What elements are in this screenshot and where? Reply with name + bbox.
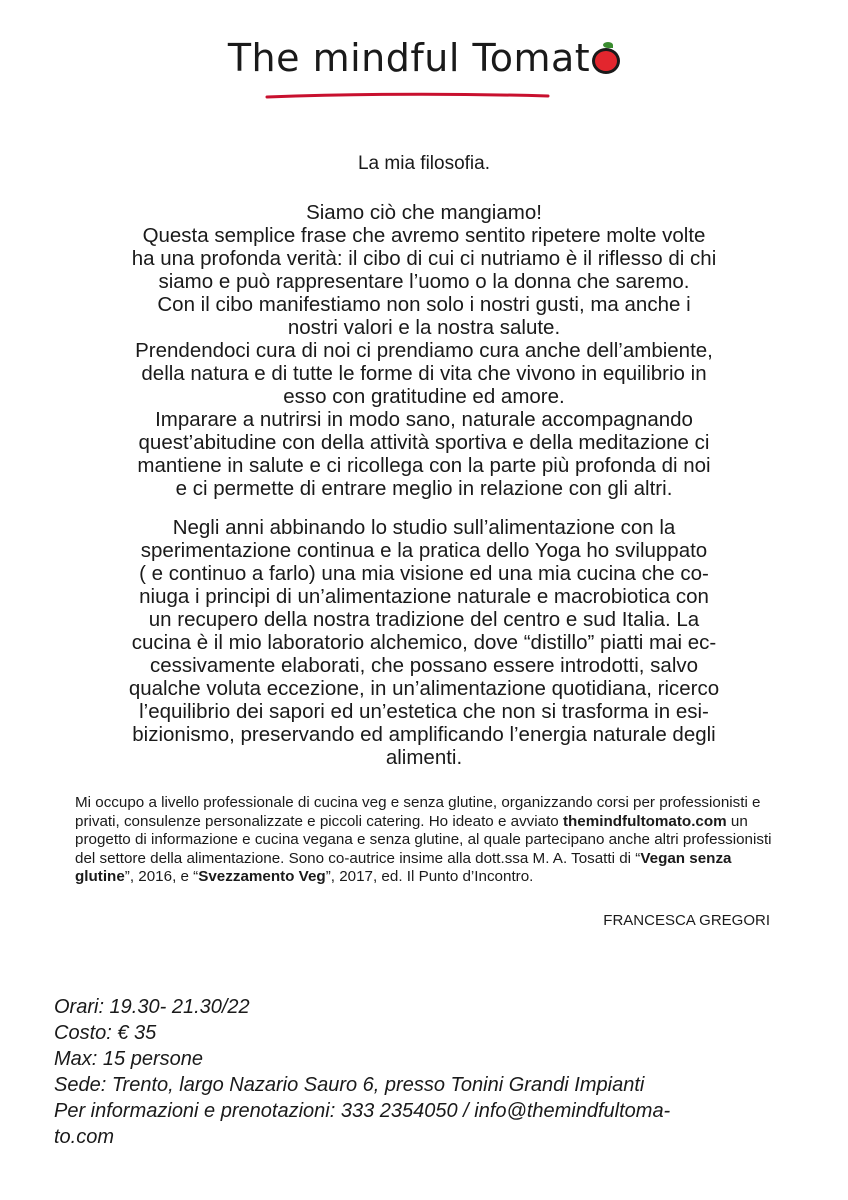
author-bio: Mi occupo a livello professionale di cucina veg e senza glutine, organizzando corsi per professionisti e privati, consulenze personalizzate e piccoli catering. Ho ideato e avviato themindfultomato.com un progetto di informazione e cucina vegana e senza glutine, al quale partecipano anche altri professionisti del settore della alimentazione. Sono co-autrice insime alla dott.ssa M. A. Tosatti di “Vegan senza glutine”, 2016, e “Svezzamento Veg”, 2017, ed. Il Punto d’Incontro. [75,794,772,885]
info-contacts-cont[interactable]: to.com [54,1126,115,1148]
text-line: Negli anni abbinando lo studio sull’alimentazione con la [172,516,676,539]
book-title: Svezzamento Veg [198,868,326,885]
text-line: della natura e di tutte le forme di vita che vivono in equilibrio in [141,362,707,385]
text-line: niuga i principi di un’alimentazione naturale e macrobiotica con [139,585,709,608]
page-title: La mia filosofia. [357,153,490,174]
website-link[interactable]: themindfultomato.com [562,812,727,830]
text-line: alimenti. [385,746,463,769]
text-line: Con il cibo manifestiamo non solo i nostri gusti, ma anche i [157,293,691,316]
text-line: mantiene in salute e ci ricollega con la parte più profonda di noi [137,454,711,477]
info-cost: Costo: € 35 [54,1022,157,1044]
logo [0,36,848,80]
text-line: e ci permette di entrare meglio in relazione con gli altri. [175,477,673,500]
logo-wordmark: The mindful Tomat [228,36,620,80]
info-max-people: Max: 15 persone [54,1048,203,1070]
text-line: sperimentazione continua e la pratica dello Yoga ho sviluppato [140,539,708,562]
book-title: Vegan senza glutine [75,849,732,885]
info-venue: Sede: Trento, largo Nazario Sauro 6, presso Tonini Grandi Impianti [54,1074,645,1096]
info-contacts[interactable]: Per informazioni e prenotazioni: 333 2354050 / info@themindfultoma- [54,1100,671,1122]
event-info [54,994,794,1150]
text-line: ha una profonda verità: il cibo di cui ci nutriamo è il riflesso di chi [131,247,717,270]
info-schedule: Orari: 19.30- 21.30/22 [54,996,250,1018]
text-line: bizionismo, preservando ed amplificando l’energia naturale degli [132,723,716,746]
tomato-icon [592,48,620,74]
text-line: l’equilibrio dei sapori ed un’estetica che non si trasforma in esi- [139,700,709,723]
text-line: cessivamente elaborati, che possano essere introdotti, salvo [149,654,699,677]
text-line: qualche voluta eccezione, in un’alimentazione quotidiana, ricerco [128,677,720,700]
text-line: cucina è il mio laboratorio alchemico, dove “distillo” piatti mai ec- [131,631,717,654]
text-line: Questa semplice frase che avremo sentito ripetere molte volte [142,224,706,247]
text-line: quest’abitudine con della attività sportiva e della meditazione ci [138,431,710,454]
text-line: nostri valori e la nostra salute. [287,316,561,339]
text-line: ( e continuo a farlo) una mia visione ed una mia cucina che co- [139,562,709,585]
text-line: Imparare a nutrirsi in modo sano, naturale accompagnando [155,408,693,431]
text-line: siamo e può rappresentare l’uomo o la donna che saremo. [158,270,690,293]
logo-underline [265,91,550,101]
text-line: un recupero della nostra tradizione del centro e sud Italia. La [148,608,700,631]
text-line: Prendendoci cura di noi ci prendiamo cura anche dell’ambiente, [135,339,713,362]
text-line: esso con gratitudine ed amore. [283,385,565,408]
philosophy-text [60,201,788,500]
author-signature: FRANCESCA GREGORI [603,912,770,929]
vision-text [60,516,788,769]
text-line: Siamo ciò che mangiamo! [306,201,542,224]
